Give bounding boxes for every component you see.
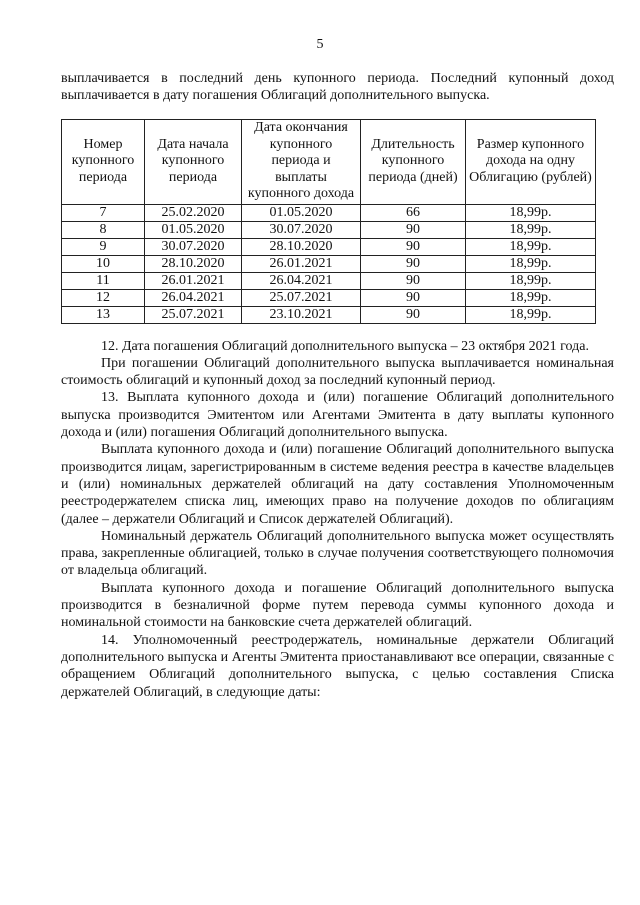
- cell-start-date: 25.07.2021: [145, 306, 242, 323]
- cell-coupon-amount: 18,99р.: [466, 255, 596, 272]
- table-row: [62, 289, 596, 306]
- paragraph-13-payment: 13. Выплата купонного дохода и (или) погашение Облигаций дополнительного выпуска производится Эмитентом или Агентами Эмитента в дату выплаты купонного дохода и (или) погашения Облигаций дополнительного выпуска.: [61, 390, 614, 441]
- cell-duration: 66: [361, 204, 466, 221]
- cell-end-date: 25.07.2021: [242, 289, 361, 306]
- cell-end-date: 28.10.2020: [242, 238, 361, 255]
- cell-start-date: 26.04.2021: [145, 289, 242, 306]
- document-body: [61, 70, 614, 701]
- paragraph-13-recipients: Выплата купонного дохода и (или) погашение Облигаций дополнительного выпуска производится лицам, зарегистрированным в системе ведения реестра в качестве владельцев и (или) номинальных держателей облигаций на дату составления Уполномоченным реестродержателем списка лиц, имеющих право на получение доходов по облигациям (далее – держатели Облигаций и Список держателей Облигаций).: [61, 442, 614, 527]
- cell-coupon-amount: 18,99р.: [466, 306, 596, 323]
- cell-end-date: 23.10.2021: [242, 306, 361, 323]
- cell-duration: 90: [361, 238, 466, 255]
- cell-duration: 90: [361, 221, 466, 238]
- table-row: [62, 255, 596, 272]
- cell-coupon-number: 11: [62, 272, 145, 289]
- header-coupon-amount: Размер купонного дохода на одну Облигацию (рублей): [466, 119, 596, 204]
- paragraph-14-suspension: 14. Уполномоченный реестродержатель, номинальные держатели Облигаций дополнительного выпуска и Агенты Эмитента приостанавливают все операции, связанные с обращением Облигаций дополнительного выпуска, с целью составления Списка держателей Облигаций, в следующие даты:: [61, 632, 614, 700]
- cell-start-date: 25.02.2020: [145, 204, 242, 221]
- paragraph-13-nominee: Номинальный держатель Облигаций дополнительного выпуска может осуществлять права, закрепленные облигацией, только в случае получения соответствующего полномочия от владельца облигаций.: [61, 528, 614, 579]
- cell-coupon-number: 13: [62, 306, 145, 323]
- page-number: 5: [316, 37, 324, 52]
- cell-start-date: 26.01.2021: [145, 272, 242, 289]
- cell-duration: 90: [361, 289, 466, 306]
- cell-duration: 90: [361, 272, 466, 289]
- cell-start-date: 28.10.2020: [145, 255, 242, 272]
- cell-coupon-number: 12: [62, 289, 145, 306]
- cell-duration: 90: [361, 255, 466, 272]
- header-start-date: Дата начала купонного периода: [145, 119, 242, 204]
- header-coupon-number: Номер купонного периода: [62, 119, 145, 204]
- coupon-schedule-table: [61, 119, 596, 324]
- paragraph-12-redemption: При погашении Облигаций дополнительного выпуска выплачивается номинальная стоимость облигаций и купонный доход за последний купонный период.: [61, 355, 614, 389]
- cell-coupon-amount: 18,99р.: [466, 238, 596, 255]
- header-duration: Длительность купонного периода (дней): [361, 119, 466, 204]
- cell-coupon-amount: 18,99р.: [466, 272, 596, 289]
- table-row: [62, 204, 596, 221]
- cell-coupon-number: 7: [62, 204, 145, 221]
- cell-coupon-amount: 18,99р.: [466, 204, 596, 221]
- cell-end-date: 26.04.2021: [242, 272, 361, 289]
- cell-start-date: 01.05.2020: [145, 221, 242, 238]
- paragraph-12-maturity-date: 12. Дата погашения Облигаций дополнительного выпуска – 23 октября 2021 года.: [101, 338, 589, 354]
- header-end-date: Дата окончания купонного периода и выплаты купонного дохода: [242, 119, 361, 204]
- cell-end-date: 01.05.2020: [242, 204, 361, 221]
- table-row: [62, 306, 596, 323]
- cell-duration: 90: [361, 306, 466, 323]
- cell-coupon-amount: 18,99р.: [466, 221, 596, 238]
- cell-coupon-amount: 18,99р.: [466, 289, 596, 306]
- intro-paragraph: выплачивается в последний день купонного периода. Последний купонный доход выплачивается в дату погашения Облигаций дополнительного выпуска.: [61, 71, 614, 104]
- cell-coupon-number: 10: [62, 255, 145, 272]
- table-header-row: [62, 119, 596, 204]
- paragraph-13-cashless: Выплата купонного дохода и погашение Облигаций дополнительного выпуска производится в безналичной форме путем перевода суммы купонного дохода и номинальной стоимости на банковские счета держателей облигаций.: [61, 580, 614, 631]
- cell-coupon-number: 9: [62, 238, 145, 255]
- cell-coupon-number: 8: [62, 221, 145, 238]
- cell-end-date: 30.07.2020: [242, 221, 361, 238]
- table-row: [62, 221, 596, 238]
- table-row: [62, 272, 596, 289]
- cell-end-date: 26.01.2021: [242, 255, 361, 272]
- cell-start-date: 30.07.2020: [145, 238, 242, 255]
- table-row: [62, 238, 596, 255]
